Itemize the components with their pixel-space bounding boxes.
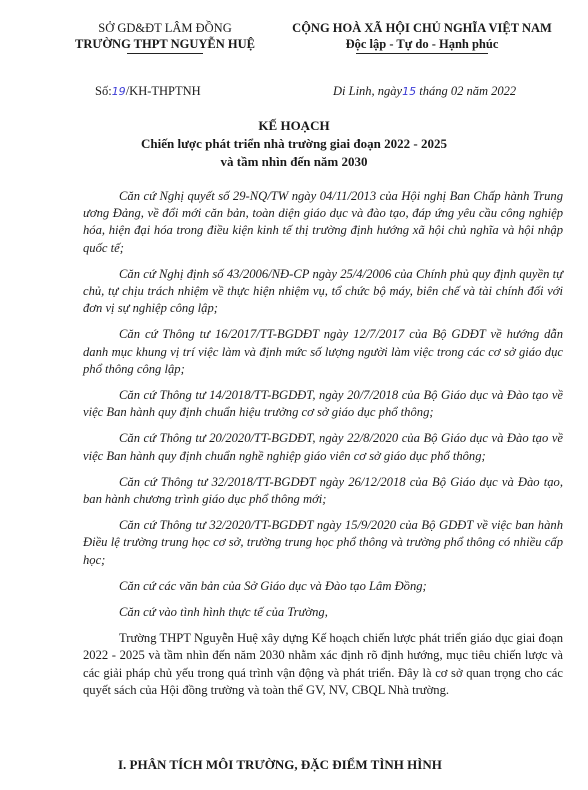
date-suffix: tháng 02 năm 2022	[419, 84, 517, 98]
doc-number-prefix: Số:	[95, 84, 112, 98]
motto-underline	[356, 53, 488, 54]
date-day-handwritten: 15	[402, 85, 417, 98]
issuer-block	[60, 20, 270, 54]
issuer-underline	[127, 53, 203, 54]
section-heading: I. PHÂN TÍCH MÔI TRƯỜNG, ĐẶC ĐIỂM TÌNH HÌNH	[118, 757, 442, 772]
legal-basis-paragraph: Căn cứ các văn bản của Sở Giáo dục và Đào tạo Lâm Đồng;	[119, 578, 427, 593]
document-type: KẾ HOẠCH	[258, 118, 330, 133]
legal-basis-paragraph: Căn cứ Nghị quyết số 29-NQ/TW ngày 04/11/2013 của Hội nghị Ban Chấp hành Trung ương Đảng, về đổi mới căn bản, toàn diện giáo dục và đào tạo, đáp ứng yêu cầu công nghiệp hóa, hiện đại hóa trong điều kiện kinh tế thị trường định hướng xã hội chủ nghĩa và hội nhập quốc tế;	[83, 189, 563, 255]
national-motto: Độc lập - Tự do - Hạnh phúc	[345, 37, 499, 51]
legal-basis-paragraph: Căn cứ Thông tư 16/2017/TT-BGDĐT ngày 12/7/2017 của Bộ GDĐT về hướng dẫn danh mục khung vị trí việc làm và định mức số lượng người làm việc trong các cơ sở giáo dục phổ thông công lập;	[83, 327, 563, 376]
doc-number-suffix: /KH-THPTNH	[125, 84, 201, 98]
date-prefix: Di Linh, ngày	[333, 84, 403, 98]
national-header	[272, 20, 572, 54]
legal-basis-paragraph: Căn cứ Thông tư 20/2020/TT-BGDĐT, ngày 22/8/2020 của Bộ Giáo dục và Đào tạo về việc Ban hành quy định chuẩn nghề nghiệp giáo viên cơ sở giáo dục phổ thông;	[83, 431, 563, 463]
date-line	[333, 84, 516, 99]
legal-basis-paragraph: Căn cứ Thông tư 32/2018/TT-BGDĐT ngày 26/12/2018 của Bộ Giáo dục và Đào tạo, ban hành chương trình giáo dục phổ thông mới;	[83, 474, 563, 507]
country-name: CỘNG HOÀ XÃ HỘI CHỦ NGHĨA VIỆT NAM	[292, 21, 552, 35]
purpose-paragraph: Trường THPT Nguyễn Huệ xây dựng Kế hoạch chiến lược phát triển giáo dục giai đoạn 2022 - 2025 và tầm nhìn đến năm 2030 nhằm xác định rõ định hướng, mục tiêu chiến lược và các giải pháp chủ yếu trong quá trình vận động và phát triển. Đây là cơ sở quan trọng cho các quyết sách của Hội đồng trường và toàn thể GV, NV, CBQL Nhà trường.	[83, 631, 563, 697]
issuer-org: SỞ GD&ĐT LÂM ĐỒNG	[98, 21, 232, 35]
document-title: Chiến lược phát triển nhà trường giai đoạn 2022 - 2025	[141, 136, 447, 151]
document-number	[95, 84, 201, 99]
legal-basis-paragraph: Căn cứ Nghị định số 43/2006/NĐ-CP ngày 25/4/2006 của Chính phủ quy định quyền tự chủ, tự chịu trách nhiệm về thực hiện nhiệm vụ, tổ chức bộ máy, biên chế và tài chính đối với đơn vị sự nghiệp công lập;	[83, 266, 563, 316]
document-title-continued: và tầm nhìn đến năm 2030	[220, 154, 368, 169]
legal-basis-paragraph: Căn cứ Thông tư 14/2018/TT-BGDĐT, ngày 20/7/2018 của Bộ Giáo dục và Đào tạo về việc Ban hành quy định chuẩn hiệu trưởng cơ sở giáo dục phổ thông;	[83, 388, 563, 420]
legal-basis-paragraph: Căn cứ Thông tư 32/2020/TT-BGDĐT ngày 15/9/2020 của Bộ GDĐT về việc ban hành Điều lệ trường trung học cơ sở, trường trung học phổ thông và trường phổ thông có nhiều cấp học;	[83, 518, 563, 567]
doc-number-handwritten: 19	[111, 85, 126, 98]
document-body	[83, 188, 563, 708]
issuer-school: TRƯỜNG THPT NGUYỄN HUỆ	[75, 37, 255, 51]
legal-basis-paragraph: Căn cứ vào tình hình thực tế của Trường,	[119, 605, 328, 620]
